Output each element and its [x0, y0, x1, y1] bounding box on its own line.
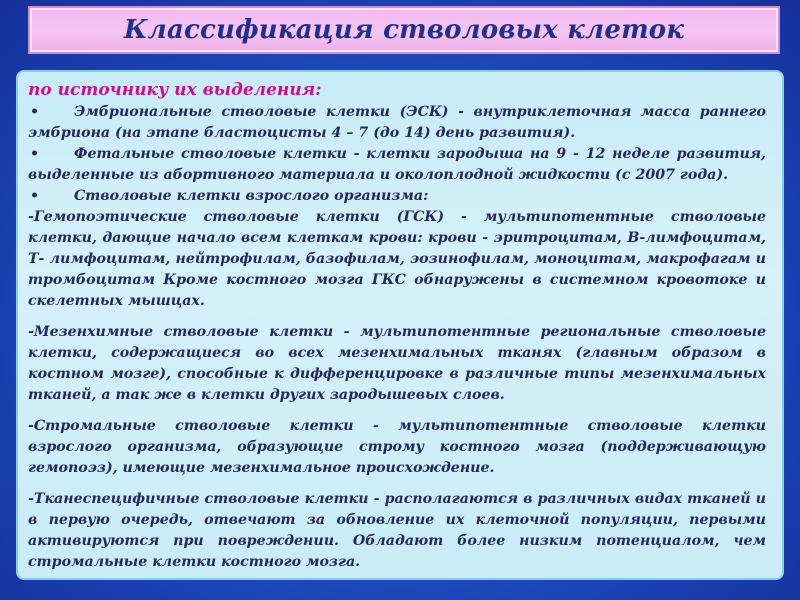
bullet-item	[28, 102, 766, 144]
bullet-item	[28, 144, 766, 186]
dash-item-hematopoietic: -Гемопоэтические стволовые клетки (ГСК) - мультипотентные стволовые клетки, дающие начало всем клеткам крови: крови - эритроцитам, В-лимфоцитам, Т- лимфоцитам, нейтрофилам, базофилам, эозинофилам, моноцитам, макрофагам и тромбоцитам Кроме костного мозга ГКС обнаружены в системном кровотоке и скелетных мышцах.	[28, 209, 766, 309]
dash-item-mesenchymal: -Мезенхимные стволовые клетки - мультипотентные региональные стволовые клетки, содержащиеся во всех мезенхимальных тканях (главным образом в костном мозге), способные к дифференцировке в различные типы мезенхимальных тканей, а так же в клетки других зародышевых слоев.	[28, 324, 766, 403]
dash-item-stromal: -Стромальные стволовые клетки - мультипотентные стволовые клетки взрослого организма, образующие строму костного мозга (поддерживающую гемопоэз), имеющие мезенхимальное происхождение.	[28, 418, 766, 476]
bullet-marker: •	[30, 146, 40, 162]
title-banner	[28, 6, 780, 54]
bullet-marker: •	[30, 104, 40, 120]
bullet-marker: •	[30, 188, 40, 204]
section-subheading: по источнику их выделения:	[28, 80, 322, 100]
bullet-text: Фетальные стволовые клетки - клетки зародыша на 9 - 12 неделе развития, выделенные из абортивного материала и околоплодной жидкости (с 2007 года).	[28, 146, 766, 183]
bullet-text: Эмбриональные стволовые клетки (ЭСК) - внутриклеточная масса раннего эмбриона (на этапе бластоцисты 4 – 7 (до 14) день развития).	[28, 104, 766, 141]
dash-item-tissue-specific: -Тканеспецифичные стволовые клетки - располагаются в различных видах тканей и в первую очередь, отвечают за обновление их клеточной популяции, первыми активируются при повреждении. Обладают более низким потенциалом, чем стромальные клетки костного мозга.	[28, 491, 766, 570]
bullet-item	[28, 186, 766, 207]
slide-title: Классификация стволовых клеток	[123, 15, 685, 45]
content-text	[28, 80, 766, 573]
bullet-text: Стволовые клетки взрослого организма:	[74, 188, 429, 204]
content-panel	[16, 70, 784, 580]
